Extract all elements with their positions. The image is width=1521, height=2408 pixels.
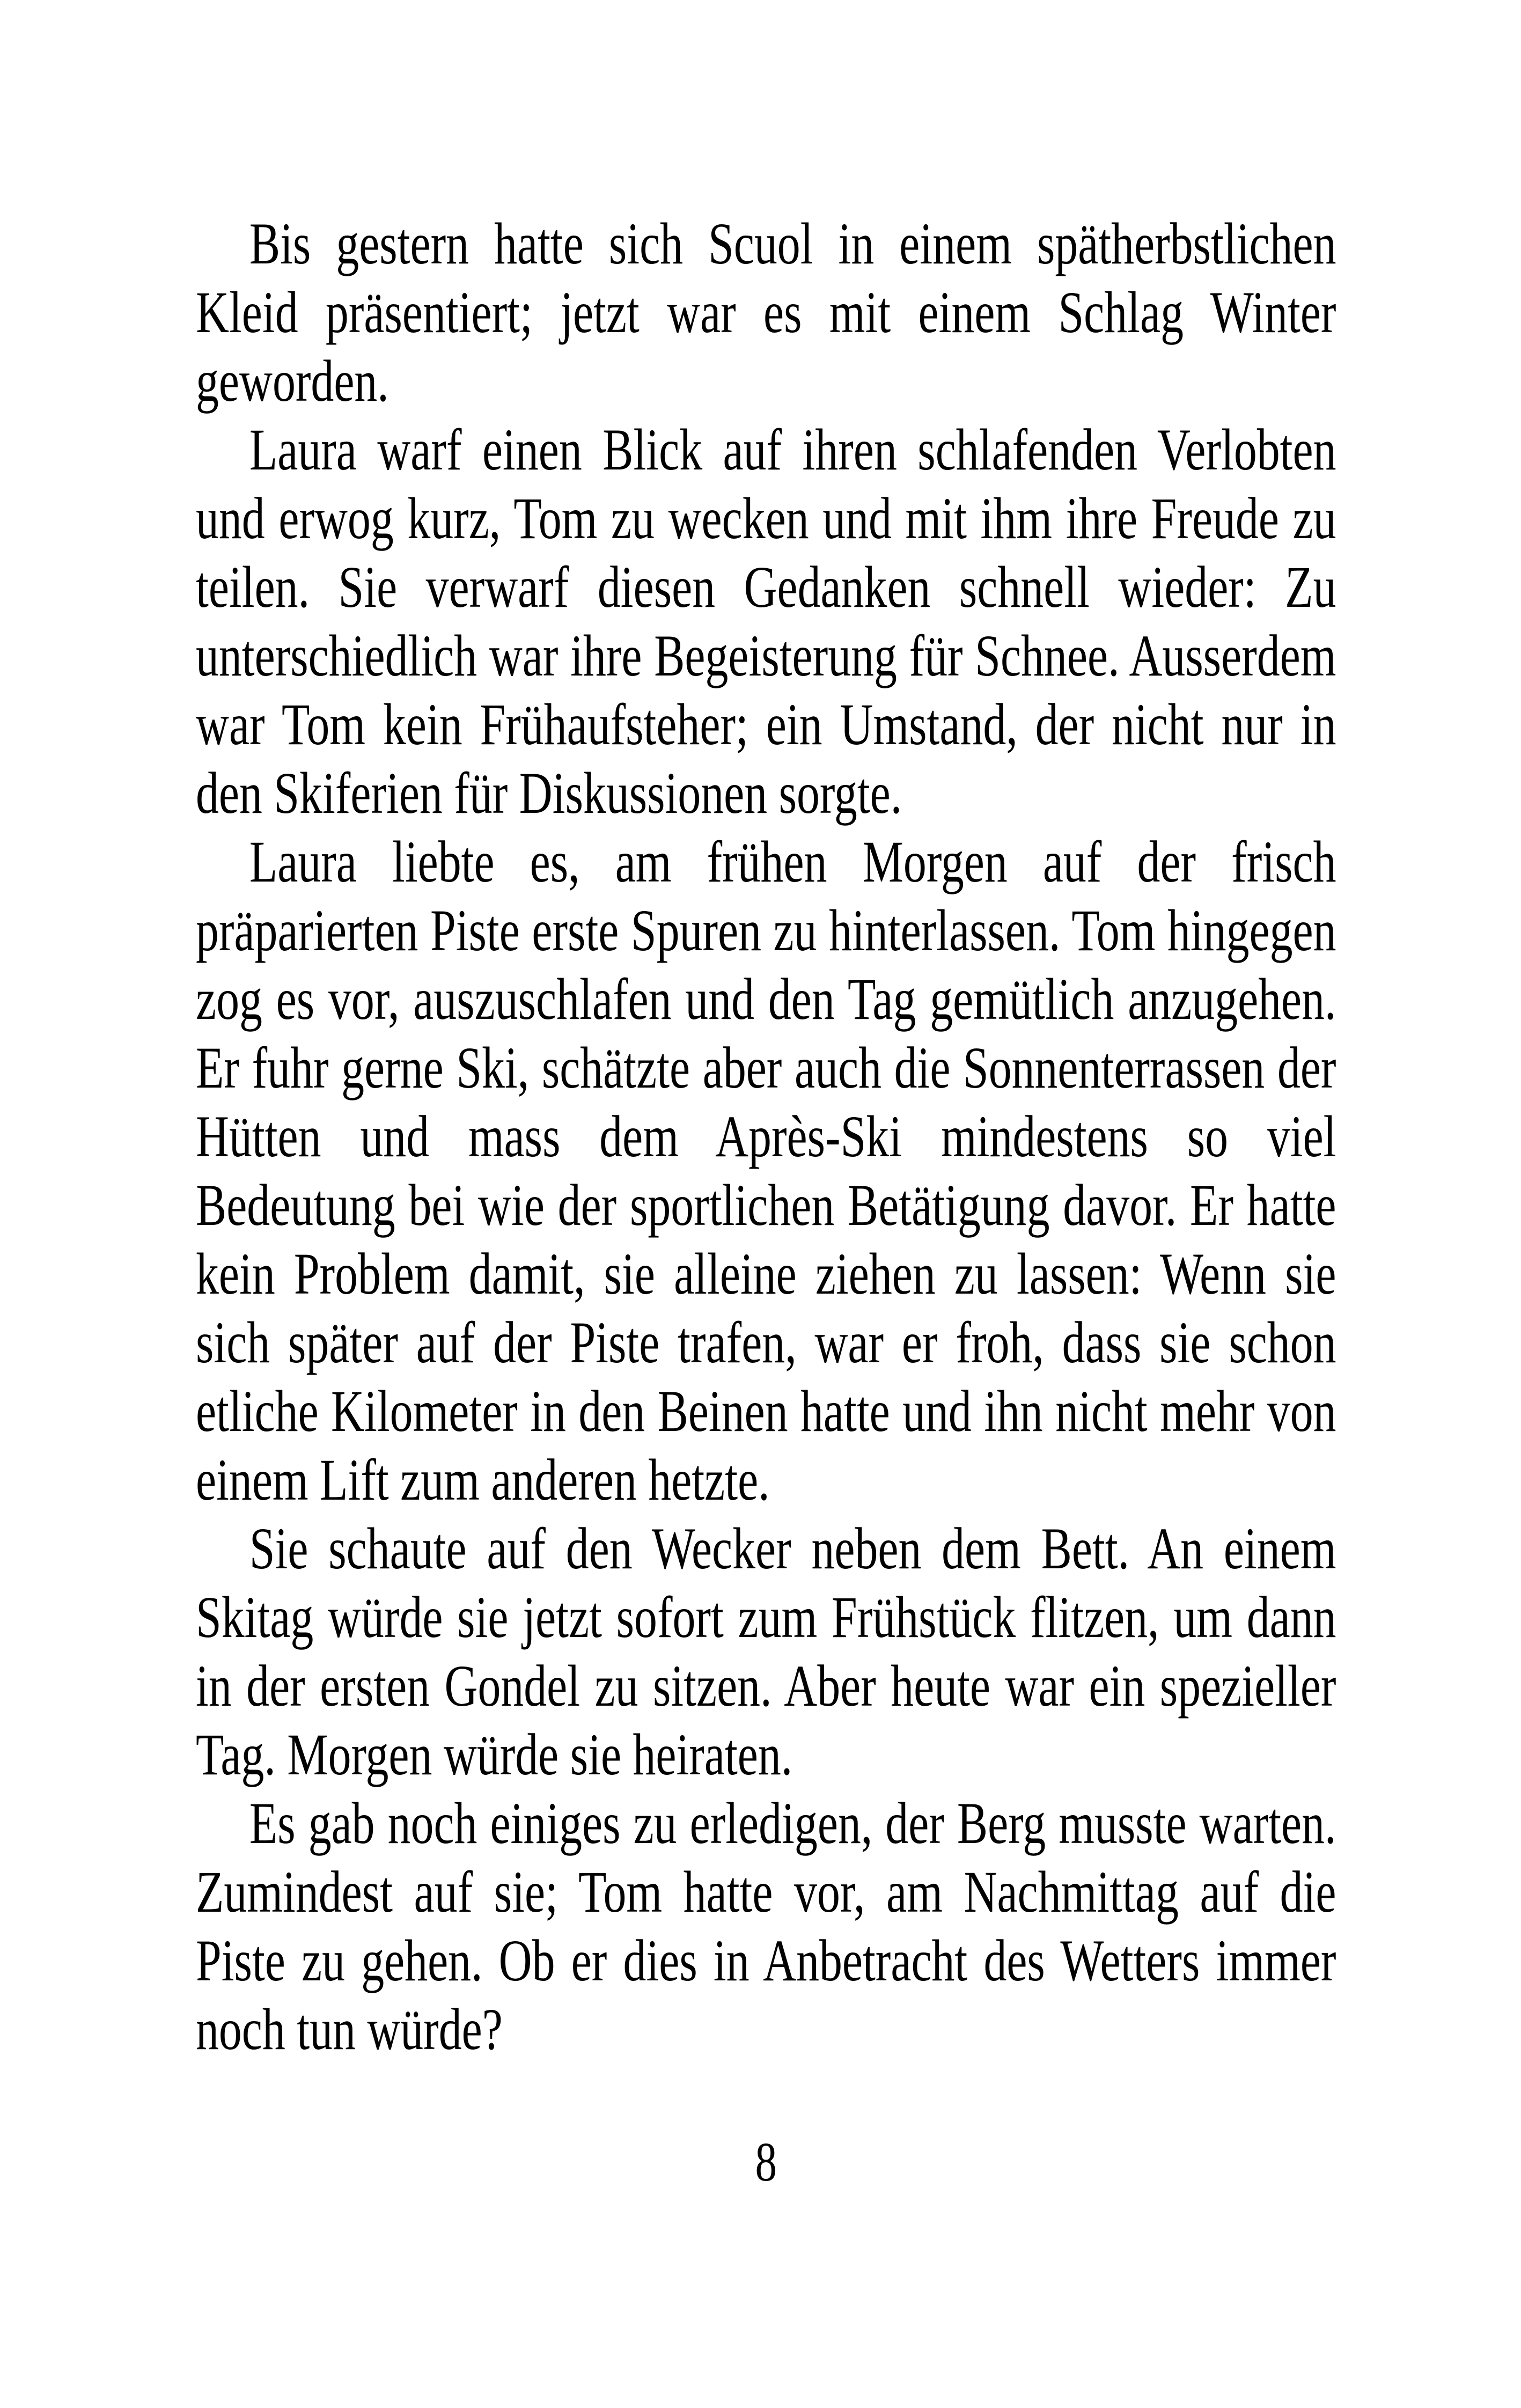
paragraph: Laura liebte es, am frühen Morgen auf der frisch präparierten Piste erste Spuren zu hinterlassen. Tom hingegen zog es vor, auszuschlafen und den Tag gemütlich anzugehen. Er fuhr gerne Ski, schätzte aber auch die Sonnenterrassen der Hütten und mass dem Après-Ski mindestens so viel Bedeutung bei wie der sportlichen Betätigung davor. Er hatte kein Problem damit, sie alleine ziehen zu lassen: Wenn sie sich später auf der Piste trafen, war er froh, dass sie schon etliche Kilometer in den Beinen hatte und ihn nicht mehr von einem Lift zum anderen hetzte. bbox=[196, 829, 1336, 1513]
paragraph: Es gab noch einiges zu erledigen, der Berg musste warten. Zumindest auf sie; Tom hatte vor, am Nachmittag auf die Piste zu gehen. Ob er dies in Anbetracht des Wetters immer noch tun würde? bbox=[196, 1790, 1336, 2062]
paragraph: Laura warf einen Blick auf ihren schlafenden Verlobten und erwog kurz, Tom zu wecken und mit ihm ihre Freude zu teilen. Sie verwarf diesen Gedanken schnell wieder: Zu unterschiedlich war ihre Begeisterung für Schnee. Ausserdem war Tom kein Frühaufsteher; ein Umstand, der nicht nur in den Skiferien für Diskussionen sorgte. bbox=[196, 417, 1336, 826]
paragraph-list bbox=[196, 209, 1336, 2064]
paragraph: Sie schaute auf den Wecker neben dem Bett. An einem Skitag würde sie jetzt sofort zum Frühstück flitzen, um dann in der ersten Gondel zu sitzen. Aber heute war ein spezieller Tag. Morgen würde sie heiraten. bbox=[196, 1516, 1336, 1787]
body-text bbox=[196, 209, 1336, 2197]
paragraph: Bis gestern hatte sich Scuol in einem spätherbstlichen Kleid präsentiert; jetzt war es mit einem Schlag Winter geworden. bbox=[196, 211, 1336, 414]
page-number: 8 bbox=[755, 2131, 777, 2193]
